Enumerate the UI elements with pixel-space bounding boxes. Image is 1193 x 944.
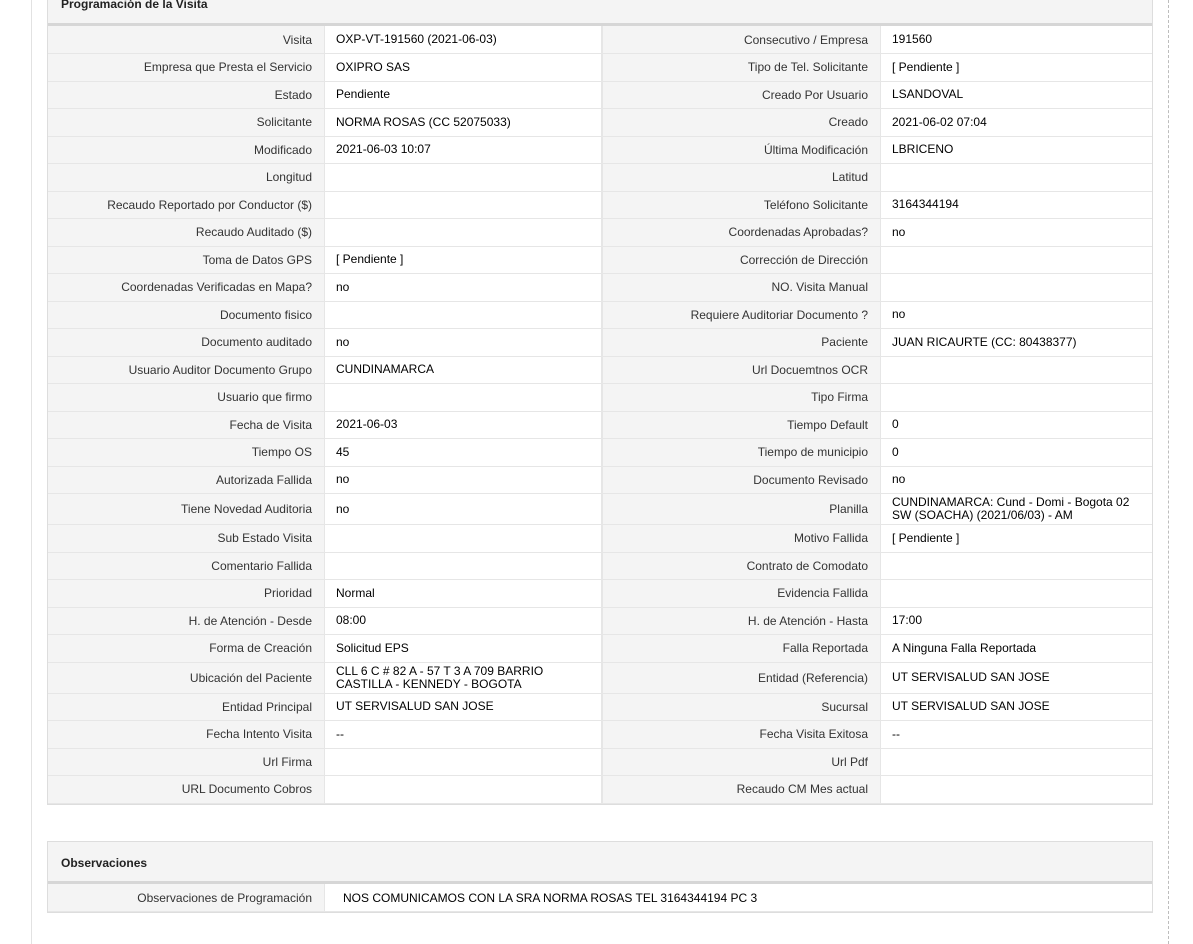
field-label: Fecha Intento Visita [48,721,325,749]
detail-row [48,274,1152,302]
field-label: Entidad Principal [48,693,325,721]
field-label: Url Docuemtnos OCR [602,356,881,384]
detail-row [48,191,1152,219]
field-value: 17:00 [881,607,1153,635]
detail-row [48,411,1152,439]
detail-row [48,384,1152,412]
detail-row [48,693,1152,721]
field-value [325,748,603,776]
field-value: no [881,466,1153,494]
field-value: no [325,466,603,494]
field-value: LSANDOVAL [881,81,1153,109]
field-label: Url Firma [48,748,325,776]
field-label: Usuario Auditor Documento Grupo [48,356,325,384]
field-value: UT SERVISALUD SAN JOSE [325,693,603,721]
detail-row [48,635,1152,663]
detail-row [48,219,1152,247]
field-value [881,748,1153,776]
detail-row [48,301,1152,329]
field-value: [ Pendiente ] [325,246,603,274]
field-value: CLL 6 C # 82 A - 57 T 3 A 709 BARRIO CASTILLA - KENNEDY - BOGOTA [325,662,603,693]
observations-label: Observaciones de Programación [48,884,325,912]
field-value: OXP-VT-191560 (2021-06-03) [325,26,603,54]
detail-row [48,81,1152,109]
field-label: Latitud [602,164,881,192]
field-label: Sub Estado Visita [48,525,325,553]
detail-row [48,525,1152,553]
field-label: Creado Por Usuario [602,81,881,109]
field-value: -- [325,721,603,749]
detail-row [48,54,1152,82]
visit-schedule-panel [47,0,1153,805]
detail-row [48,329,1152,357]
field-value: OXIPRO SAS [325,54,603,82]
field-value [325,776,603,804]
field-value: UT SERVISALUD SAN JOSE [881,662,1153,693]
field-value [325,525,603,553]
field-label: Recaudo Reportado por Conductor ($) [48,191,325,219]
field-label: Documento Revisado [602,466,881,494]
visit-schedule-title: Programación de la Visita [48,0,1152,26]
field-label: Forma de Creación [48,635,325,663]
field-label: Requiere Auditoriar Documento ? [602,301,881,329]
field-value [325,164,603,192]
field-label: Ubicación del Paciente [48,662,325,693]
detail-row [48,748,1152,776]
detail-row [48,776,1152,804]
field-value [881,384,1153,412]
field-label: Creado [602,109,881,137]
field-label: Comentario Fallida [48,552,325,580]
field-value: -- [881,721,1153,749]
observations-row [48,884,1152,912]
field-value: 08:00 [325,607,603,635]
detail-row [48,164,1152,192]
field-label: Paciente [602,329,881,357]
field-value: [ Pendiente ] [881,525,1153,553]
field-label: Teléfono Solicitante [602,191,881,219]
field-label: Consecutivo / Empresa [602,26,881,54]
detail-row [48,552,1152,580]
field-label: Planilla [602,494,881,525]
field-label: Estado [48,81,325,109]
left-divider [31,0,32,944]
field-value: 2021-06-02 07:04 [881,109,1153,137]
detail-row [48,580,1152,608]
field-label: Usuario que firmo [48,384,325,412]
field-label: URL Documento Cobros [48,776,325,804]
detail-row [48,494,1152,525]
detail-row [48,607,1152,635]
field-label: Url Pdf [602,748,881,776]
field-label: Documento fisico [48,301,325,329]
field-label: NO. Visita Manual [602,274,881,302]
observations-value: NOS COMUNICAMOS CON LA SRA NORMA ROSAS TEL 3164344194 PC 3 [325,884,1153,912]
detail-row [48,109,1152,137]
field-label: Visita [48,26,325,54]
field-label: Tipo Firma [602,384,881,412]
field-value: CUNDINAMARCA [325,356,603,384]
detail-row [48,246,1152,274]
field-label: Autorizada Fallida [48,466,325,494]
detail-row [48,136,1152,164]
field-label: Recaudo CM Mes actual [602,776,881,804]
field-label: Fecha Visita Exitosa [602,721,881,749]
field-label: Solicitante [48,109,325,137]
field-label: Tiempo OS [48,439,325,467]
field-label: Tipo de Tel. Solicitante [602,54,881,82]
field-value: 3164344194 [881,191,1153,219]
detail-row [48,26,1152,54]
field-label: Entidad (Referencia) [602,662,881,693]
field-value [325,191,603,219]
field-label: Falla Reportada [602,635,881,663]
field-value: Normal [325,580,603,608]
field-value [881,274,1153,302]
field-label: Tiene Novedad Auditoria [48,494,325,525]
field-label: Evidencia Fallida [602,580,881,608]
detail-row [48,356,1152,384]
field-value: 2021-06-03 10:07 [325,136,603,164]
field-value [325,219,603,247]
field-value [325,301,603,329]
field-value: A Ninguna Falla Reportada [881,635,1153,663]
field-value: 2021-06-03 [325,411,603,439]
field-label: Toma de Datos GPS [48,246,325,274]
field-value [881,776,1153,804]
field-value: no [325,274,603,302]
field-value [881,356,1153,384]
field-label: Corrección de Dirección [602,246,881,274]
detail-row [48,439,1152,467]
field-label: Tiempo Default [602,411,881,439]
field-value: no [881,301,1153,329]
field-value: 0 [881,439,1153,467]
field-value: no [325,329,603,357]
detail-row [48,721,1152,749]
right-divider [1168,0,1169,944]
field-label: Motivo Fallida [602,525,881,553]
field-value: 45 [325,439,603,467]
field-label: Sucursal [602,693,881,721]
field-value: LBRICENO [881,136,1153,164]
field-value: JUAN RICAURTE (CC: 80438377) [881,329,1153,357]
visit-details-table [48,26,1152,804]
field-value: 191560 [881,26,1153,54]
field-value [881,246,1153,274]
field-value: [ Pendiente ] [881,54,1153,82]
observations-table [48,884,1152,912]
field-value [325,552,603,580]
field-label: Coordenadas Verificadas en Mapa? [48,274,325,302]
field-label: Fecha de Visita [48,411,325,439]
field-value [881,552,1153,580]
field-label: Empresa que Presta el Servicio [48,54,325,82]
field-value [325,384,603,412]
observations-title: Observaciones [48,842,1152,884]
field-value: UT SERVISALUD SAN JOSE [881,693,1153,721]
field-value: Solicitud EPS [325,635,603,663]
field-label: Última Modificación [602,136,881,164]
field-label: H. de Atención - Desde [48,607,325,635]
field-value: 0 [881,411,1153,439]
field-label: Documento auditado [48,329,325,357]
field-label: Modificado [48,136,325,164]
field-value: NORMA ROSAS (CC 52075033) [325,109,603,137]
field-value: CUNDINAMARCA: Cund - Domi - Bogota 02 SW (SOACHA) (2021/06/03) - AM [881,494,1153,525]
field-label: Coordenadas Aprobadas? [602,219,881,247]
field-label: Contrato de Comodato [602,552,881,580]
field-label: Recaudo Auditado ($) [48,219,325,247]
field-value: no [881,219,1153,247]
field-label: Prioridad [48,580,325,608]
field-label: Tiempo de municipio [602,439,881,467]
detail-row [48,662,1152,693]
field-label: Longitud [48,164,325,192]
observations-panel [47,841,1153,913]
field-label: H. de Atención - Hasta [602,607,881,635]
field-value [881,164,1153,192]
field-value: Pendiente [325,81,603,109]
field-value [881,580,1153,608]
field-value: no [325,494,603,525]
detail-row [48,466,1152,494]
